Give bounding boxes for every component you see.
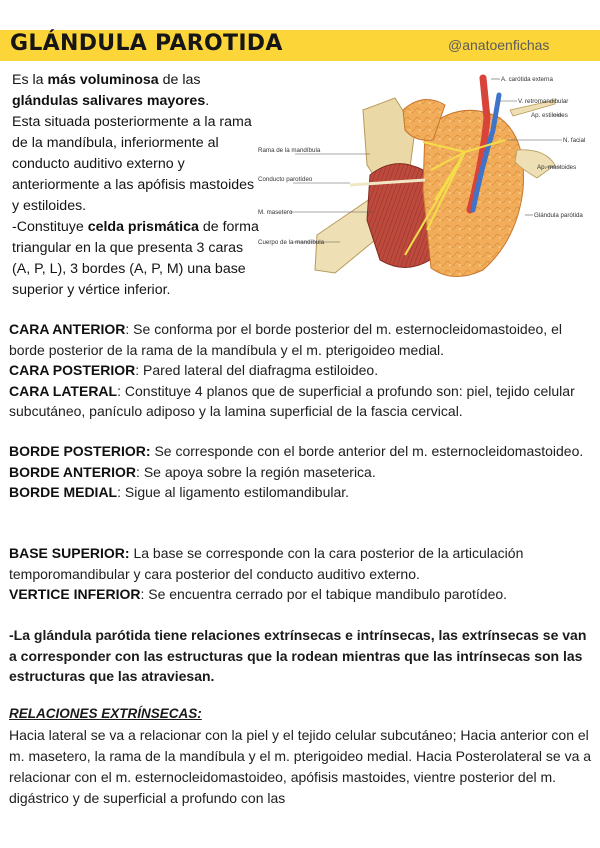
label-mandible-body: Cuerpo de la mandíbula [258,239,325,246]
intro-text: Es la [12,72,48,88]
cara-posterior-text: : Pared lateral del diafragma estiloideo. [135,362,379,378]
label-mastoid: Ap. mastoides [537,164,577,171]
intro-text: de las [158,72,201,88]
relations-summary: -La glándula parótida tiene relaciones extrínsecas e intrínsecas, las extrínsecas se van a corresponder con las estructuras que la rodean mientras que las intrínsecas son las estructuras que las atraviesan. [9,627,587,684]
borde-anterior-label: BORDE ANTERIOR [9,463,137,480]
caras-section [9,319,594,422]
intro-bold: glándulas salivares mayores [12,93,206,109]
relations-heading: RELACIONES EXTRÍNSECAS: [9,706,202,721]
title-banner [0,30,600,61]
base-section [9,543,594,605]
relations-body: Hacia lateral se va a relacionar con la piel y el tejido celular subcutáneo; Hacia anterior con el m. masetero, la rama de la mandíbula y el m. pterigoideo medial. Hacia Posterolateral se va a relacionar con el m. esternocleidomastoideo, apófisis mastoides, vientre posterior del m. digástrico y de superficial a profundo con las [9,727,592,806]
label-styloid: Ap. estiloides [531,112,568,119]
cara-anterior-label: CARA ANTERIOR [9,321,126,337]
intro-paragraph [12,70,264,301]
label-retromandibular: V. retromandibular [518,98,569,105]
vertice-inferior-label: VERTICE INFERIOR [9,586,141,602]
base-superior-text: La base se corresponde con la cara posterior de la articulación temporomandibular y cara posterior del conducto auditivo externo. [9,545,524,582]
intro-bold: celda prismática [87,219,199,235]
borde-medial-label: BORDE MEDIAL [9,484,118,500]
intro-text: -Constituye [12,219,88,235]
label-carotid: A. carótida externa [501,76,553,83]
cara-anterior-text: : Se conforma por el borde posterior del m. esternocleidomastoideo, el borde posterior de la rama de la mandíbula y el m. pterigoideo medial. [9,321,562,358]
intro-text: . [205,93,210,109]
label-gland: Glándula parótida [534,212,583,219]
cara-lateral-label: CARA LATERAL [9,382,118,399]
label-ramus: Rama de la mandíbula [258,147,321,154]
intro-text: de forma triangular en la que presenta 3 caras (A, P, L), 3 bordes (A, P, M) una base superior y vértice inferior. [12,219,259,298]
cara-lateral-text: : Constituye 4 planos que de superficial a profundo son: piel, tejido celular subcutáneo, panículo adiposo y la lamina superficial de la fascia cervical. [9,382,575,419]
base-superior-label: BASE SUPERIOR: [9,545,130,561]
author-handle: @anatoenfichas [448,37,550,53]
label-facial-nerve: N. facial [563,137,586,144]
vertice-inferior-text: : Se encuentra cerrado por el tabique mandibulo parotídeo. [140,586,508,602]
bordes-section [9,441,594,503]
page-title: GLÁNDULA PAROTIDA [10,31,283,56]
borde-medial-text: : Sigue al ligamento estilomandibular. [117,484,350,500]
borde-posterior-label: BORDE POSTERIOR: [9,443,151,459]
label-duct: Conducto parotídeo [258,176,313,183]
cara-posterior-label: CARA POSTERIOR [9,362,136,378]
intro-bold: más voluminosa [47,72,159,88]
parotid-anatomy-illustration [255,70,590,287]
borde-anterior-text: : Se apoya sobre la región maseterica. [136,463,376,480]
label-masseter: M. masetero [258,209,293,216]
intro-location-text: Esta situada posteriormente a la rama de la mandíbula, inferiormente al conducto auditivo externo y anteriormente a las apófisis mastoides y estiloides. [12,114,255,214]
borde-posterior-text: Se corresponde con el borde anterior del m. esternocleidomastoideo. [150,443,584,459]
